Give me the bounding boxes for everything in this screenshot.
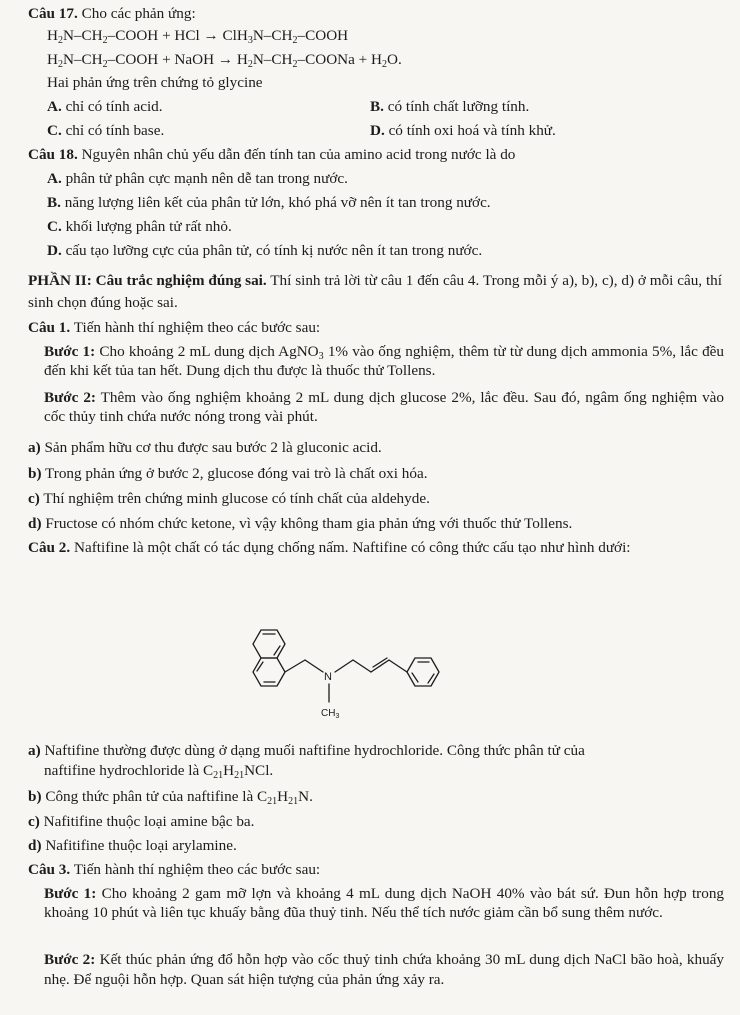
q17-option-d[interactable]: D. có tính oxi hoá và tính khử. [370,122,556,139]
c1-statement-b[interactable]: b) Trong phản ứng ở bước 2, glucose đóng vai trò là chất oxi hóa. [28,465,428,482]
q17-stem [28,4,196,23]
c3-stem: Câu 3. Tiến hành thí nghiệm theo các bước sau: [28,861,321,878]
q17-stem-text: Cho các phản ứng: [77,5,196,22]
q17-label: Câu 17. [28,5,78,22]
c1-statement-a[interactable]: a) Sản phẩm hữu cơ thu được sau bước 2 là gluconic acid. [28,439,382,456]
q18-option-d[interactable]: D. cấu tạo lưỡng cực của phân tử, có tính kị nước nên ít tan trong nước. [47,242,483,259]
q17-option-c[interactable]: C. chỉ có tính base. [47,122,165,139]
c3-step-2: Bước 2: Kết thúc phản ứng đổ hỗn hợp vào cốc thuỷ tinh chứa khoảng 30 mL dung dịch NaCl bão hoà, khuấy nhẹ. Để nguội hỗn hợp. Quan sát hiện tượng của phản ứng xảy ra. [44,951,725,988]
q18-stem: Câu 18. Nguyên nhân chủ yếu dẫn đến tính tan của amino acid trong nước là do [28,146,516,163]
c1-statement-c[interactable]: c) Thí nghiệm trên chứng minh glucose có tính chất của aldehyde. [28,490,430,507]
c1-step-1: Bước 1: Cho khoảng 2 mL dung dịch AgNO$_3$ 1% vào ống nghiệm, thêm từ từ dung dịch ammonia 5%, lắc đều đến khi kết tủa tan hết. Dung dịch thu được là thuốc thử Tollens. [44,343,724,379]
part2-title: PHẦN II: Câu trắc nghiệm đúng sai. [28,272,267,289]
q17-option-a[interactable]: A. chỉ có tính acid. [47,98,163,115]
q18-option-b[interactable]: B. năng lượng liên kết của phân tử lớn, khó phá vỡ nên ít tan trong nước. [47,194,491,211]
q17-option-b[interactable]: B. có tính chất lưỡng tính. [370,98,530,115]
c3-step-1: Bước 1: Cho khoảng 2 gam mỡ lợn và khoảng 4 mL dung dịch NaOH 40% vào bát sứ. Đun hỗn hợp trong khoảng 10 phút và liên tục khuấy bằng đũa thuỷ tinh. Nếu thể tích nước giảm cần bổ sung thêm nước. [44,885,725,921]
c3-label: Câu 3. [28,861,71,878]
nitrogen-label: N [324,671,332,683]
c2-statement-d[interactable]: d) Nafitifine thuộc loại arylamine. [28,837,237,854]
c2-label: Câu 2. [28,539,71,556]
q17-prompt: Hai phản ứng trên chứng tỏ glycine [47,74,263,91]
c2-statement-a-cont: naftifine hydrochloride là $C_{21}H_{21}NCl$. [44,762,274,781]
c2-statement-b[interactable]: b) Công thức phân tử của naftifine là $C_{21}H_{21}N$. [28,788,313,807]
c2-statement-c[interactable]: c) Nafitifine thuộc loại amine bậc ba. [28,813,255,830]
q18-option-c[interactable]: C. khối lượng phân tử rất nhỏ. [47,218,232,235]
q18-option-a[interactable]: A. phân tử phân cực mạnh nên dễ tan trong nước. [47,170,348,187]
c1-step-2: Bước 2: Thêm vào ống nghiệm khoảng 2 mL dung dịch glucose 2%, lắc đều. Sau đó, ngâm ống nghiệm vào cốc thủy tinh chứa nước nóng trong vài phút. [44,389,725,425]
q17-equation-1: $H_2N-CH_2$–COOH + HCl → $ClH_3N-CH_2$–COOH [47,27,349,46]
c1-statement-d[interactable]: d) Fructose có nhóm chức ketone, vì vậy không tham gia phản ứng với thuốc thử Tollens. [28,515,573,532]
q17-equation-2: $H_2N-CH_2$–COOH + NaOH → $H_2N-CH_2$–COONa + $H_2O$. [47,51,402,70]
q18-label: Câu 18. [28,146,78,163]
part2-instructions: PHẦN II: Câu trắc nghiệm đúng sai. Thí sinh trả lời từ câu 1 đến câu 4. Trong mỗi ý a), b), c), d) ở mỗi câu, thí sinh chọn đúng hoặc sai. [28,272,722,311]
c2-stem: Câu 2. Naftifine là một chất có tác dụng chống nấm. Naftifine có công thức cấu tạo như hình dưới: [28,539,631,556]
methyl-label: $CH_3$ [321,708,340,720]
c1-label: Câu 1. [28,319,71,336]
naftifine-structure [225,618,515,733]
c1-stem: Câu 1. Tiến hành thí nghiệm theo các bước sau: [28,319,321,336]
c2-statement-a[interactable]: a) Naftifine thường được dùng ở dạng muối naftifine hydrochloride. Công thức phân tử của [28,742,585,759]
